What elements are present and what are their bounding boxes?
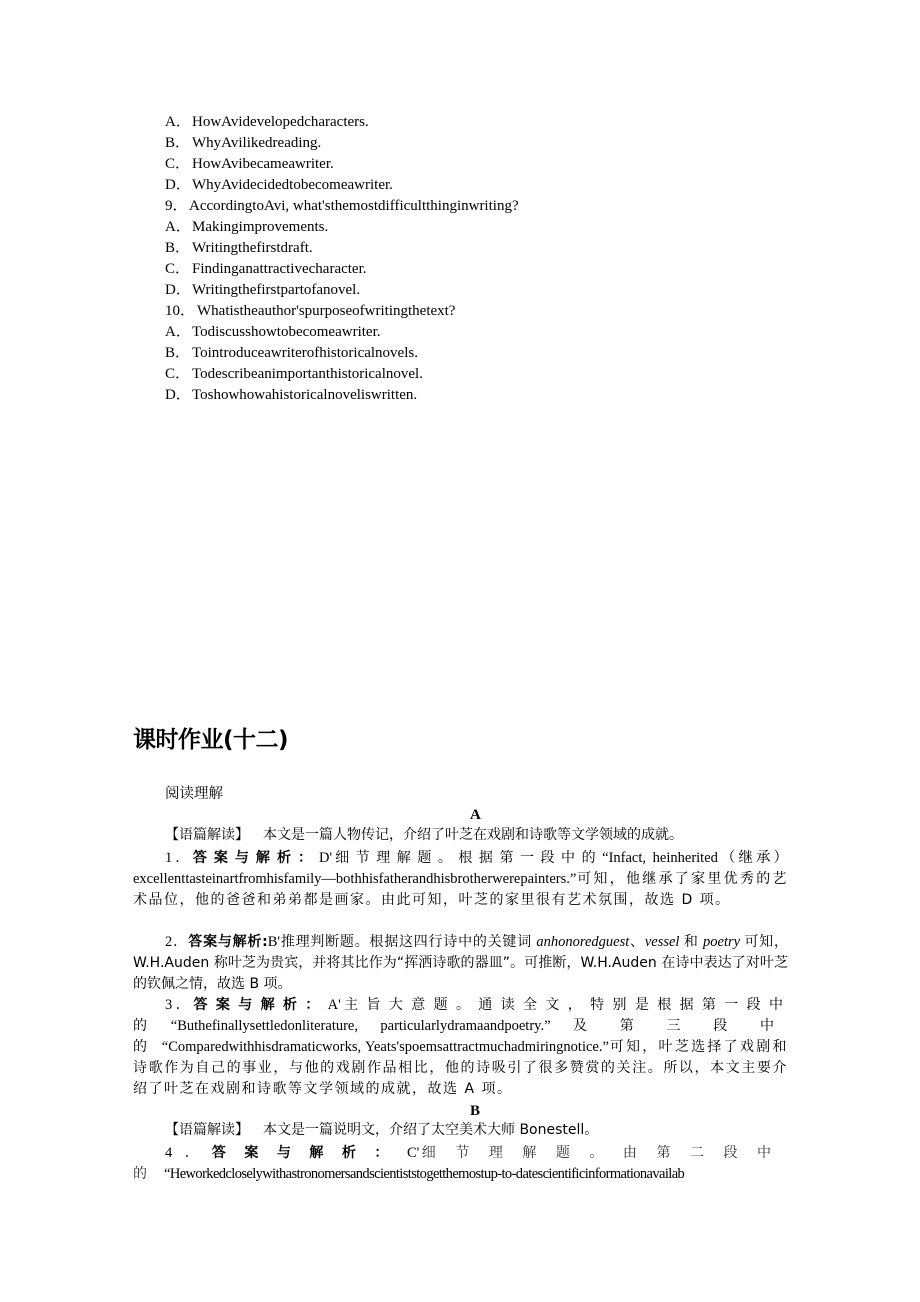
- answer-4: 4．答案与解析：C'细节理解题。由第二段中的“Heworkedcloselywithastronomersandscientiststogetthemostup-to-datescientificinformationavailab: [133, 1145, 788, 1182]
- question-9-stem: 9．AccordingtoAvi, what'sthemostdifficultthinginwriting?: [165, 198, 519, 214]
- passage-b-intro: 【语篇解读】 本文是一篇说明文，介绍了太空美术大师 Bonestell。: [165, 1122, 599, 1138]
- answer-3: 3．答案与解析：A'主旨大意题。通读全文，特别是根据第一段中的“Buthefinallysettledonliterature, particularlydramaandpoetry.” 及第三段中的“Comparedwithhisdramaticworks, Yeats'spoemsattractmuchadmiringnotice.”可知，叶芝选择了戏剧和诗歌作为自己的事业，与他的戏剧作品相比，他的诗吸引了很多赞赏的关注。所以，本文主要介绍了叶芝在戏剧和诗歌等文学领域的成就，故选 A 项。: [133, 997, 789, 1097]
- option-c: C． HowAvibecameawriter.: [165, 156, 334, 172]
- option-d: D．WhyAvidecidedtobecomeawriter.: [165, 177, 393, 193]
- option-b: B． Tointroduceawriterofhistoricalnovels.: [165, 345, 418, 361]
- option-a: A．Todiscusshowtobecomeawriter.: [165, 324, 381, 340]
- option-b: B． WhyAvilikedreading.: [165, 135, 322, 151]
- passage-letter-b: B: [470, 1103, 481, 1119]
- answer-1: 1．答案与解析：D'细节理解题。根据第一段中的“Infact, heinherited（继承）excellenttasteinartfromhisfamily—bothhisfatherandhisbrotherwerepainters.”可知，他继承了家里优秀的艺术品位，他的爸爸和弟弟都是画家。由此可知，叶芝的家里很有艺术氛围，故选 D 项。: [133, 850, 789, 908]
- option-b: B． Writingthefirstdraft.: [165, 240, 313, 256]
- section-heading: 阅读理解: [165, 786, 223, 802]
- option-a: A．HowAvidevelopedcharacters.: [165, 114, 369, 130]
- answer-2: 2．答案与解析:B'推理判断题。根据这四行诗中的关键词 anhonoredguest、vessel 和 poetry 可知，W.H.Auden 称叶芝为贵宾，并将其比作为“挥洒诗歌的器皿”。可推断，W.H.Auden 在诗中表达了对叶芝的钦佩之情，故选 B 项。: [133, 934, 789, 992]
- option-d: D．Toshowhowahistoricalnoveliswritten.: [165, 387, 418, 403]
- question-10-stem: 10． Whatistheauthor'spurposeofwritingthetext?: [165, 303, 456, 319]
- option-d: D．Writingthefirstpartofanovel.: [165, 282, 361, 298]
- option-a: A．Makingimprovements.: [165, 219, 329, 235]
- passage-letter-a: A: [470, 807, 481, 823]
- page-title: 课时作业(十二): [133, 727, 289, 753]
- passage-a-intro: 【语篇解读】 本文是一篇人物传记，介绍了叶芝在戏剧和诗歌等文学领域的成就。: [165, 827, 683, 843]
- option-c: C． Todescribeanimportanthistoricalnovel.: [165, 366, 423, 382]
- option-c: C． Findinganattractivecharacter.: [165, 261, 367, 277]
